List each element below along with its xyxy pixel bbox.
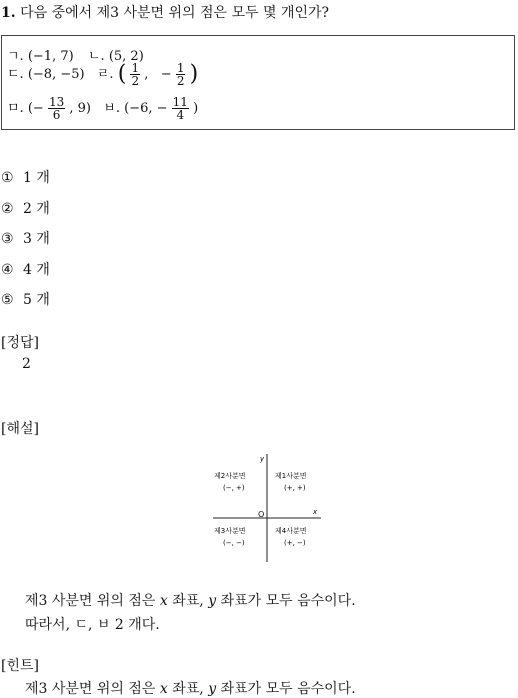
question-text: 다음 중에서 제3 사분면 위의 점은 모두 몇 개인가? xyxy=(20,5,330,21)
option-b-y-fraction xyxy=(172,96,189,121)
choice-5[interactable] xyxy=(1,289,50,309)
choice-text: 1 개 xyxy=(23,170,50,186)
option-b-value-post: ) xyxy=(193,101,199,116)
question-number: 1. xyxy=(1,5,16,21)
option-d-label: ㄷ. xyxy=(7,67,24,82)
explanation-heading: [해설] xyxy=(1,421,39,437)
y-variable: y xyxy=(208,593,217,609)
choice-1[interactable] xyxy=(1,167,50,187)
fraction-denominator: 2 xyxy=(176,74,185,88)
fraction-denominator: 2 xyxy=(131,74,140,88)
q2-signs: (−, +) xyxy=(223,484,245,492)
choice-text: 5 개 xyxy=(23,292,50,308)
options-row-3 xyxy=(7,96,198,121)
hint-text: 좌표, xyxy=(167,681,209,697)
choice-4[interactable] xyxy=(1,259,50,279)
option-d-value: (−8, −5) xyxy=(27,67,85,82)
x-axis-label: x xyxy=(313,508,318,516)
answer-value: 2 xyxy=(22,356,31,372)
question-line xyxy=(1,2,329,22)
option-b-label: ㅂ. xyxy=(103,101,120,116)
hint-text: 제3 사분면 위의 점은 xyxy=(25,681,160,697)
choice-text: 2 개 xyxy=(23,201,50,217)
choice-marker: ③ xyxy=(1,231,14,247)
option-n-value: (5, 2) xyxy=(108,49,144,64)
option-m-rest: , 9) xyxy=(69,101,91,116)
option-r-label: ㄹ. xyxy=(96,67,114,82)
x-variable: x xyxy=(159,681,168,697)
fraction-numerator: 13 xyxy=(48,95,65,109)
choice-marker: ④ xyxy=(1,262,14,278)
fraction-numerator: 11 xyxy=(172,95,188,109)
q1-name: 제1사분면 xyxy=(275,472,307,480)
option-b-value-pre: (−6, − xyxy=(124,101,168,116)
hint-line xyxy=(25,678,356,698)
explanation-line-1 xyxy=(25,590,356,610)
choice-3[interactable] xyxy=(1,228,50,248)
explanation-text: 제3 사분면 위의 점은 xyxy=(25,593,160,609)
option-r-x-fraction xyxy=(130,62,140,87)
fraction-numerator: 1 xyxy=(176,61,185,75)
option-r-y-sign: − xyxy=(160,67,172,82)
explanation-text: 좌표가 모두 음수이다. xyxy=(216,593,356,609)
option-r-y-fraction xyxy=(176,62,186,87)
origin-label: O xyxy=(258,510,265,519)
y-axis-label: y xyxy=(260,455,265,463)
explanation-text: 좌표, xyxy=(167,593,209,609)
options-row-2 xyxy=(7,62,198,87)
close-paren: ) xyxy=(189,61,199,87)
fraction-numerator: 1 xyxy=(131,61,140,75)
x-variable: x xyxy=(159,593,168,609)
explanation-line-2: 따라서, ㄷ, ㅂ 2 개다. xyxy=(25,617,160,633)
choice-text: 3 개 xyxy=(23,231,50,247)
option-m-x-sign: (− xyxy=(27,101,44,116)
option-n-label: ㄴ. xyxy=(87,49,105,64)
y-variable: y xyxy=(208,681,217,697)
fraction-denominator: 6 xyxy=(52,108,61,122)
open-paren: ( xyxy=(117,61,127,87)
option-g-label: ㄱ. xyxy=(7,49,24,64)
quadrant-diagram xyxy=(205,452,325,564)
choice-text: 4 개 xyxy=(23,262,50,278)
q2-name: 제2사분면 xyxy=(214,472,246,480)
q4-signs: (+, −) xyxy=(284,539,306,547)
choice-marker: ① xyxy=(1,170,14,186)
answer-heading: [정답] xyxy=(1,335,39,351)
hint-text: 좌표가 모두 음수이다. xyxy=(216,681,356,697)
choice-2[interactable] xyxy=(1,198,50,218)
fraction-denominator: 4 xyxy=(176,108,185,122)
option-g-value: (−1, 7) xyxy=(27,49,74,64)
options-box xyxy=(1,35,515,130)
q4-name: 제4사분면 xyxy=(275,527,307,535)
q3-name: 제3사분면 xyxy=(214,527,246,535)
choice-marker: ⑤ xyxy=(1,292,14,308)
q3-signs: (−, −) xyxy=(223,539,245,547)
option-m-label: ㅁ. xyxy=(7,101,24,116)
choice-marker: ② xyxy=(1,201,14,217)
q1-signs: (+, +) xyxy=(284,484,306,492)
comma: , xyxy=(144,67,157,82)
hint-heading: [힌트] xyxy=(1,658,39,674)
option-m-x-fraction xyxy=(48,96,65,121)
